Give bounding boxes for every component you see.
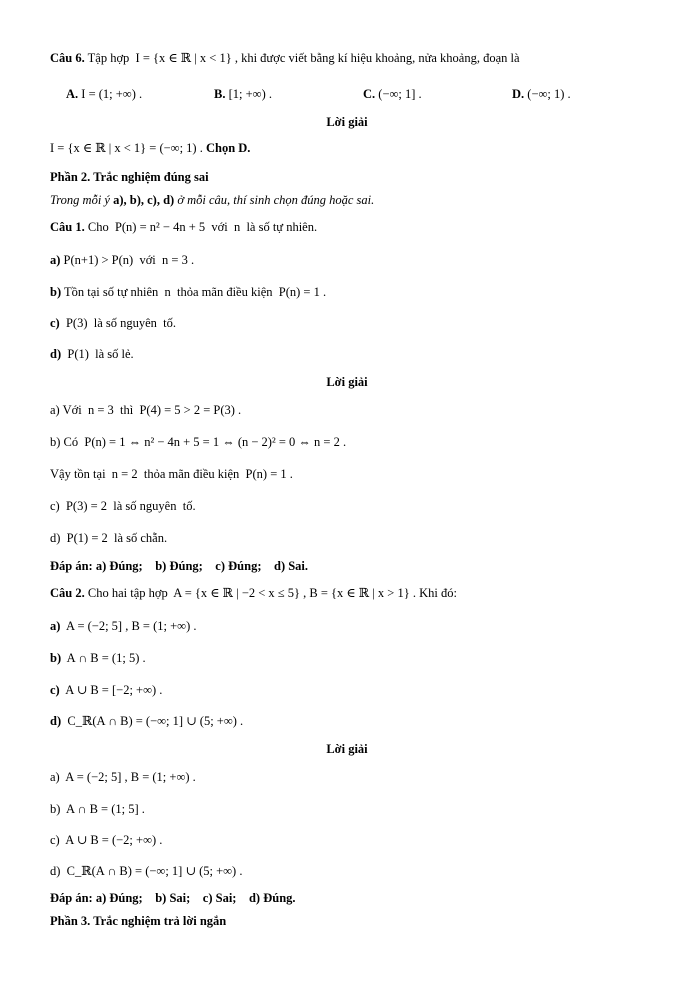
q1-item-b-label: b) [50, 285, 62, 299]
q1-item-d-text: P(1) là số lẻ. [61, 347, 134, 361]
q6-solution-heading: Lời giải [326, 115, 368, 129]
q1-item-b-text: Tồn tại số tự nhiên n thỏa mãn điều kiện P(n) = 1 . [61, 285, 327, 299]
q1-stem [50, 219, 317, 235]
q1-text: Cho P(n) = n² − 4n + 5 với n là số tự nhiên. [84, 220, 318, 234]
q1-item-d-label: d) [50, 347, 62, 361]
q1-item-a-text: P(n+1) > P(n) với n = 3 . [60, 253, 195, 267]
q2-label: Câu 2. [50, 586, 85, 600]
q6-option-b [214, 86, 272, 102]
q6-option-c [363, 86, 422, 102]
q1-answer: Đáp án: a) Đúng; b) Đúng; c) Đúng; d) Sai. [50, 559, 309, 573]
q1-solution-line: a) Với n = 3 thì P(4) = 5 > 2 = P(3) . [50, 403, 242, 417]
q1-label: Câu 1. [50, 220, 85, 234]
q6-option-d-text: (−∞; 1) . [524, 87, 571, 101]
q2-item-d-text: C_ℝ(A ∩ B) = (−∞; 1] ∪ (5; +∞) . [61, 714, 244, 728]
q2-item-d [50, 713, 243, 729]
q1-item-b [50, 284, 326, 300]
q6-option-b-text: [1; +∞) . [225, 87, 272, 101]
q2-solution-line: c) A ∪ B = (−2; +∞) . [50, 833, 163, 847]
q1-item-c-label: c) [50, 316, 60, 330]
part2-instr-2: ở mỗi câu, thí sinh chọn đúng hoặc sai. [174, 193, 375, 207]
q6-text: Tập hợp I = {x ∈ ℝ | x < 1} , khi được viết bằng kí hiệu khoảng, nửa khoảng, đoạn là [84, 51, 520, 65]
q6-option-c-label: C. [363, 87, 376, 101]
part2-heading: Phần 2. Trắc nghiệm đúng sai [50, 170, 209, 184]
q1-solution-line: d) P(1) = 2 là số chẵn. [50, 531, 168, 545]
q6-option-d-label: D. [512, 87, 525, 101]
q1-item-c [50, 315, 176, 331]
q1-item-a-label: a) [50, 253, 61, 267]
q2-item-b [50, 650, 146, 666]
q6-option-a-label: A. [66, 87, 79, 101]
q2-item-a [50, 618, 197, 634]
q6-stem [50, 50, 520, 66]
q2-item-d-label: d) [50, 714, 62, 728]
q6-option-a [66, 86, 142, 102]
q6-solution [50, 140, 250, 156]
q2-stem [50, 585, 457, 601]
q1-solution-line: c) P(3) = 2 là số nguyên tố. [50, 499, 196, 513]
q2-item-a-text: A = (−2; 5] , B = (1; +∞) . [60, 619, 197, 633]
q2-text: Cho hai tập hợp A = {x ∈ ℝ | −2 < x ≤ 5} , B = {x ∈ ℝ | x > 1} . Khi đó: [84, 586, 457, 600]
q1-item-d [50, 346, 134, 362]
q6-solution-choice: Chọn D. [205, 141, 251, 155]
q6-option-d [512, 86, 571, 102]
part2-instr-abcd: a), b), c), d) [113, 193, 175, 207]
q1-item-c-text: P(3) là số nguyên tố. [59, 316, 177, 330]
q2-solution-line: b) A ∩ B = (1; 5] . [50, 802, 145, 816]
q2-item-c [50, 682, 162, 698]
q6-label: Câu 6. [50, 51, 85, 65]
q6-option-c-text: (−∞; 1] . [375, 87, 422, 101]
part2-instr-1: Trong mỗi ý [50, 193, 114, 207]
q1-solution-line: b) Có P(n) = 1 ⇔ n² − 4n + 5 = 1 ⇔ (n − 2)² = 0 ⇔ n = 2 . [50, 435, 347, 449]
q2-item-b-text: A ∩ B = (1; 5) . [61, 651, 146, 665]
q1-solution-heading: Lời giải [326, 375, 368, 389]
q2-answer: Đáp án: a) Đúng; b) Sai; c) Sai; d) Đúng. [50, 891, 296, 905]
q2-item-a-label: a) [50, 619, 61, 633]
q1-solution-line: Vậy tồn tại n = 2 thỏa mãn điều kiện P(n) = 1 . [50, 467, 293, 481]
q2-solution-line: a) A = (−2; 5] , B = (1; +∞) . [50, 770, 196, 784]
part2-instructions [50, 192, 374, 208]
q2-item-b-label: b) [50, 651, 62, 665]
q6-option-b-label: B. [214, 87, 226, 101]
part3-heading: Phần 3. Trắc nghiệm trả lời ngắn [50, 914, 227, 928]
q2-item-c-text: A ∪ B = [−2; +∞) . [59, 683, 163, 697]
q2-solution-heading: Lời giải [326, 742, 368, 756]
q2-solution-line: d) C_ℝ(A ∩ B) = (−∞; 1] ∪ (5; +∞) . [50, 864, 243, 878]
q6-option-a-text: I = (1; +∞) . [78, 87, 143, 101]
q2-item-c-label: c) [50, 683, 60, 697]
q6-solution-text: I = {x ∈ ℝ | x < 1} = (−∞; 1) . [50, 141, 206, 155]
q1-item-a [50, 252, 194, 268]
